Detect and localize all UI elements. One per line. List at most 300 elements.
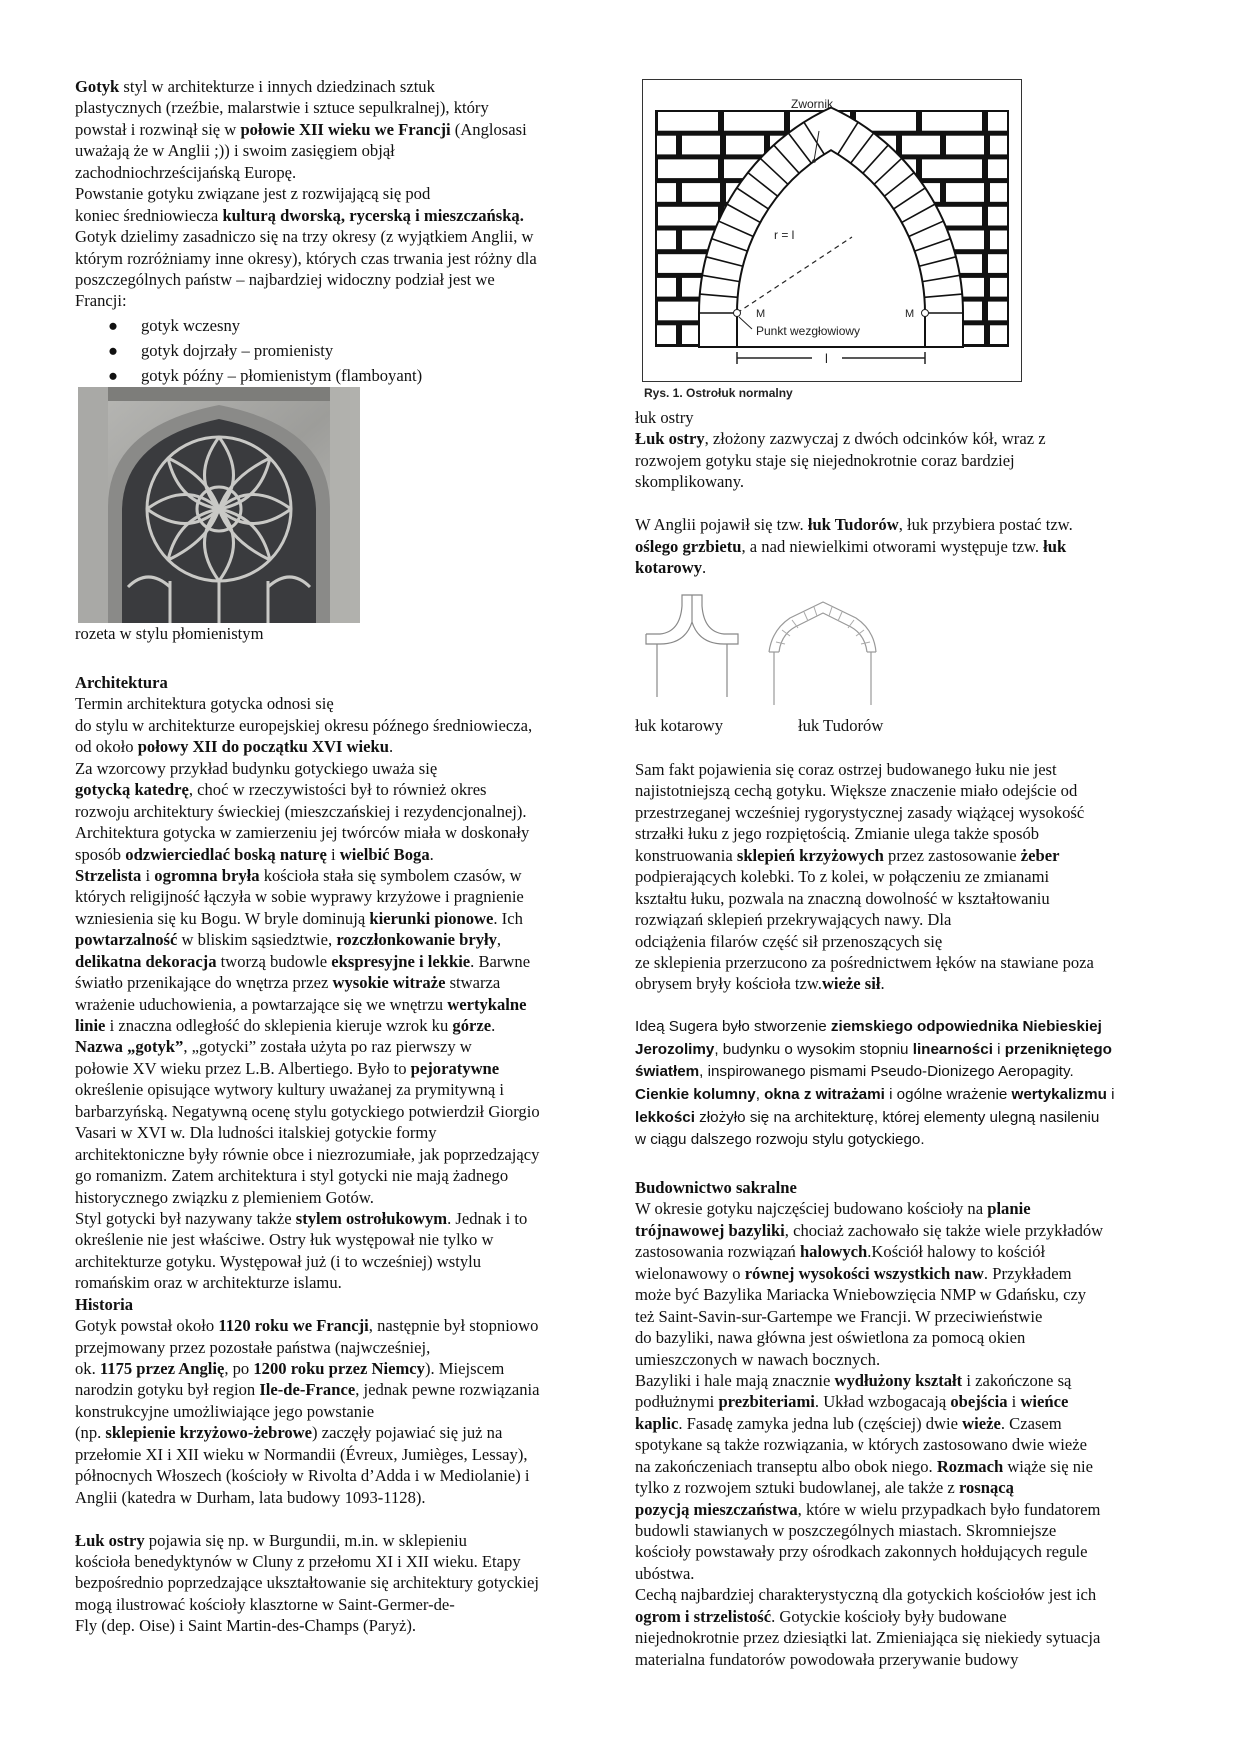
text: historycznego związku z plemieniem Gotów. xyxy=(75,1187,374,1207)
text: . Czasem xyxy=(1000,1413,1062,1433)
bold-text: przenikniętego xyxy=(1004,1040,1112,1058)
text: i xyxy=(1106,1086,1115,1104)
bold-text: łuk xyxy=(1043,536,1067,556)
bold-text: równej wysokości wszystkich naw xyxy=(744,1263,984,1283)
bold-text: powtarzalność xyxy=(75,930,178,950)
text: Fly (dep. Oise) i Saint Martin-des-Champs (Paryż). xyxy=(75,1616,417,1636)
bold-text: ogrom i strzelistość xyxy=(635,1606,772,1626)
text: i xyxy=(992,1040,1005,1058)
text-line xyxy=(75,1058,540,1079)
text-line xyxy=(75,140,537,161)
text: też Saint-Savin-sur-Gartempe we Francji. W przeciwieństwie xyxy=(635,1306,1043,1326)
text: , łuk przybiera postać tzw. xyxy=(898,515,1073,535)
text: podłużnymi xyxy=(635,1392,719,1412)
text-line xyxy=(635,1107,1114,1130)
text-line xyxy=(635,1563,1103,1584)
text: . xyxy=(429,844,434,864)
bold-text: Nazwa „gotyk” xyxy=(75,1037,184,1057)
bold-text: prezbiteriami xyxy=(718,1392,815,1412)
text: ) zaczęły pojawiać się już na xyxy=(312,1423,503,1443)
text: i ogólne wrażenie xyxy=(884,1086,1012,1104)
text: konstrukcyjne umożliwiające jego powstanie xyxy=(75,1401,375,1421)
text: najistotniejszą cechą gotyku. Większe znaczenie miało odejście od xyxy=(635,781,1078,801)
bold-text: okna z witrażami xyxy=(764,1086,885,1104)
text: określenie opisujące wytwory kultury uważanej za prymitywną i xyxy=(75,1080,504,1100)
text: (Anglosasi xyxy=(450,119,527,139)
text-line xyxy=(75,908,540,929)
text: których religijność łączyła w sobie wyprawy krzyżowe i pragnienie xyxy=(75,887,524,907)
text-line xyxy=(635,1391,1103,1412)
text-line xyxy=(75,97,537,118)
bold-text: kaplic xyxy=(635,1413,679,1433)
text-line xyxy=(635,1084,1114,1107)
springing-point-label: Punkt wezgłowiowy xyxy=(756,324,861,338)
text: koniec średniowiecza xyxy=(75,205,223,225)
text: niejednokrotnie przez dziesiątki lat. Zmieniająca się niekiedy sytuacja xyxy=(635,1628,1101,1648)
bold-text: Gotyk xyxy=(75,77,120,96)
text-line xyxy=(635,1520,1103,1541)
text-line xyxy=(75,758,540,779)
text: którym rozróżniamy inne okresy), których czas trwania jest różny dla xyxy=(75,248,537,268)
text-line xyxy=(75,929,540,950)
text-line xyxy=(75,183,537,204)
text: Architektura gotycka w zamierzeniu jej twórców miała w doskonały xyxy=(75,823,530,843)
suger-paragraph xyxy=(635,1016,1114,1152)
bold-text: odzwierciedlać boską naturę xyxy=(125,844,327,864)
text-line xyxy=(635,1413,1103,1434)
text: , „gotycki” została użyta po raz pierwszy w xyxy=(183,1037,472,1057)
bold-text: lekkości xyxy=(635,1108,695,1126)
text-line xyxy=(75,994,540,1015)
text-line xyxy=(635,1306,1103,1327)
text: romańskim oraz w architekturze islamu. xyxy=(75,1273,342,1293)
text: ). Miejscem xyxy=(424,1359,505,1378)
text-line xyxy=(635,1541,1103,1562)
text: kształtu łuku, pozwala na znaczną dowolność w kształtowaniu xyxy=(635,888,1050,908)
text: , xyxy=(755,1086,765,1104)
bullet-icon: ● xyxy=(108,341,119,360)
bold-text: żeber xyxy=(1020,845,1060,865)
text: na zakończeniach transeptu albo obok niego. xyxy=(635,1456,937,1476)
text-line xyxy=(75,822,540,843)
text: Powstanie gotyku związane jest z rozwijającą się pod xyxy=(75,184,431,204)
bold-text: oślego grzbietu xyxy=(635,536,742,556)
springing-label-right: M xyxy=(905,308,915,320)
text-line xyxy=(75,886,540,907)
text-line xyxy=(75,1379,540,1400)
text-line xyxy=(75,693,540,714)
bold-text: ziemskiego odpowiednika Niebieskiej xyxy=(830,1018,1102,1035)
bold-text: Łuk ostry xyxy=(75,1530,145,1550)
text-line xyxy=(75,226,537,247)
text-line xyxy=(75,715,540,736)
text-line xyxy=(635,471,1073,492)
text-line xyxy=(75,205,537,226)
sacral-architecture-text xyxy=(635,1177,1103,1670)
text: i xyxy=(326,844,340,864)
text: światło przenikające do wnętrza przez xyxy=(75,973,333,993)
text-line xyxy=(75,1208,540,1229)
text: od około xyxy=(75,737,138,757)
text: Sam fakt pojawienia się coraz ostrzej budowanego łuku nie jest xyxy=(635,760,1057,779)
text: uważają że w Anglii ;)) i swoim zasięgiem objął xyxy=(75,141,395,161)
bold-text: 1120 roku we Francji xyxy=(218,1316,369,1336)
text-line xyxy=(75,1358,540,1379)
text: , chociaż zachowało się także wiele przykładów xyxy=(784,1220,1104,1240)
text-line xyxy=(75,1229,540,1250)
text: kościoły powstawały przy ośrodkach zakonnych hołdujących regule xyxy=(635,1542,1088,1562)
tudor-arch-drawing xyxy=(766,600,880,706)
text: poszczególnych państw – najbardziej widoczny podział jest we xyxy=(75,269,495,289)
text: mogą ilustrować kościoły klasztorne w Saint-Germer-de- xyxy=(75,1594,455,1614)
text: tylko z rozwojem sztuki budowlanej, ale także z xyxy=(635,1478,959,1498)
text: , złożony zazwyczaj z dwóch odcinków kół, wraz z xyxy=(704,429,1046,449)
text: odciążenia filarów część sił przenoszących się xyxy=(635,931,943,951)
bold-text: Jerozolimy xyxy=(635,1040,715,1058)
text-line xyxy=(75,248,537,269)
text: . Barwne xyxy=(470,951,531,971)
text-line xyxy=(75,1615,540,1636)
text: . Ich xyxy=(493,908,523,928)
text: Styl gotycki był nazywany także xyxy=(75,1208,296,1228)
text: pojawia się np. w Burgundii, m.in. w sklepieniu xyxy=(144,1530,467,1550)
text: przez zastosowanie xyxy=(883,845,1021,865)
text-line xyxy=(635,780,1094,801)
bold-text: wieże sił xyxy=(821,974,881,994)
text: i zakończone są xyxy=(962,1370,1072,1390)
text: północnych Włoszech (kościoły w Rivolta d’Adda i w Mediolanie) i xyxy=(75,1466,530,1486)
bold-text: pozycją mieszczaństwa xyxy=(635,1499,798,1519)
text-line xyxy=(75,1572,540,1593)
text: , które w wielu przypadkach było fundatorem xyxy=(797,1499,1101,1519)
text-line xyxy=(635,1177,1103,1198)
text-line xyxy=(75,1187,540,1208)
text: , następnie był stopniowo xyxy=(368,1316,539,1336)
text: . xyxy=(880,974,885,994)
text-line xyxy=(75,1422,540,1443)
text-line xyxy=(75,1530,540,1551)
text: konstruowania xyxy=(635,845,737,865)
text-line xyxy=(75,1401,540,1422)
span-label: l xyxy=(825,351,828,366)
text-line xyxy=(635,845,1094,866)
text-line xyxy=(75,1036,540,1057)
text: sposób xyxy=(75,844,126,864)
text-line xyxy=(75,1315,540,1336)
list-item-text: gotyk późny – płomienistym (flamboyant) xyxy=(141,366,423,385)
text: może być Bazylika Mariacka Wniebowzięcia NMP w Gdańsku, czy xyxy=(635,1285,1087,1305)
bold-text: wielbić Boga xyxy=(339,844,430,864)
bold-text: kotarowy xyxy=(635,558,702,578)
text: , choć w rzeczywistości był to również okres xyxy=(188,780,487,800)
text: zastosowania rozwiązań xyxy=(635,1242,800,1262)
text: kościoła benedyktynów w Cluny z przełomu XI i XII wieku. Etapy xyxy=(75,1551,521,1571)
text: .Kościół halowy to kościół xyxy=(867,1242,1046,1262)
text-line xyxy=(75,736,540,757)
text: . xyxy=(388,737,394,757)
text: , xyxy=(496,930,502,950)
text: umieszczonych w nawach bocznych. xyxy=(635,1349,881,1369)
text: Gotyk dzielimy zasadniczo się na trzy okresy (z wyjątkiem Anglii, w xyxy=(75,227,534,247)
text: wiąże się nie xyxy=(1003,1456,1094,1476)
text: budowli stawianych w poszczególnych miastach. Skromniejsze xyxy=(635,1521,1057,1540)
figure-caption: Rys. 1. Ostrołuk normalny xyxy=(644,386,793,400)
text: łuk ostry xyxy=(635,408,694,427)
text-line xyxy=(75,1508,540,1529)
text: przestrzeganej wcześniej rygorystycznej zasady wiążącej wysokość xyxy=(635,802,1085,822)
text: podpierających kolebki. To z kolei, w połączeniu ze zmianami xyxy=(635,867,1050,887)
text: spotykane są także rozwiązania, w których zastosowano dwie wieże xyxy=(635,1435,1088,1455)
text-line xyxy=(75,801,540,822)
text: stwarza xyxy=(445,973,501,993)
text-line xyxy=(635,888,1094,909)
text: i xyxy=(141,865,155,885)
text: . Jednak i to xyxy=(447,1208,528,1228)
bold-text: linie xyxy=(75,1016,106,1035)
bold-text: gotycką katedrę xyxy=(75,780,189,800)
text: . xyxy=(491,1016,496,1035)
text: , a nad niewielkimi otworami występuje tzw. xyxy=(741,536,1044,556)
text-line xyxy=(635,1220,1103,1241)
rose-window-photo xyxy=(78,387,360,623)
bold-text: planie xyxy=(987,1199,1031,1219)
bold-text: kierunki pionowe xyxy=(369,908,494,928)
bold-text: Ile-de-France xyxy=(259,1380,356,1400)
text-line xyxy=(75,1079,540,1100)
text: kościoła stała się symbolem czasów, w xyxy=(259,865,522,885)
bold-text: Cienkie kolumny xyxy=(635,1086,756,1104)
text-line xyxy=(75,779,540,800)
text: rozwiązań sklepień przekrywających nawy. Dla xyxy=(635,910,952,930)
bold-text: Łuk ostry xyxy=(635,429,705,449)
bold-text: linearności xyxy=(912,1040,993,1058)
text-line xyxy=(635,1241,1103,1262)
intro-paragraph xyxy=(75,76,537,312)
bold-text: sklepienie krzyżowo-żebrowe xyxy=(105,1423,313,1443)
text: go romanizm. Zatem architektura i styl gotycki nie mają żadnego xyxy=(75,1166,509,1186)
text: . Fasadę zamyka jedna lub (częściej) dwie xyxy=(678,1413,963,1433)
text-line xyxy=(635,973,1094,994)
text: przejmowany przez pozostałe państwa (najwcześniej, xyxy=(75,1337,431,1357)
bold-text: delikatna dekoracja xyxy=(75,951,217,971)
text-line xyxy=(635,1370,1103,1391)
bold-text: 1200 roku przez Niemcy xyxy=(253,1359,425,1378)
bullet-icon: ● xyxy=(108,316,119,335)
text: Za wzorcowy przykład budynku gotyckiego uważa się xyxy=(75,758,438,778)
bold-text: górze xyxy=(452,1016,492,1035)
text-line xyxy=(635,1349,1103,1370)
bold-text: ogromna bryła xyxy=(154,865,260,885)
text-line xyxy=(75,1551,540,1572)
text: tworzą budowle xyxy=(216,951,332,971)
bold-text: kulturą dworską, rycerską i mieszczańską. xyxy=(222,205,524,225)
text: przełomie XI i XII wieku w Normandii (Évreux, Jumièges, Lessay), xyxy=(75,1444,528,1464)
bold-text: trójnawowej bazyliki xyxy=(635,1220,785,1240)
text: w bliskim sąsiedztwie, xyxy=(177,930,337,950)
text: , inspirowanego pismami Pseudo-Dionizego Aeropagity. xyxy=(699,1063,1074,1081)
text: W Anglii pojawił się tzw. xyxy=(635,515,808,535)
text: wielonawowy o xyxy=(635,1263,745,1283)
text-line xyxy=(75,1487,540,1508)
bold-text: wertykalizmu xyxy=(1011,1086,1107,1104)
text-line xyxy=(635,931,1094,952)
text-line xyxy=(635,1434,1103,1455)
text: strzałki łuku z jego rozpiętością. Zmianie ulega także sposób xyxy=(635,824,1040,844)
pointed-arch-text xyxy=(635,407,1073,579)
springing-label-left: M xyxy=(756,308,766,320)
text-line xyxy=(635,1499,1103,1520)
text-line xyxy=(75,1122,540,1143)
bold-text: pejoratywne xyxy=(410,1058,500,1078)
text-line xyxy=(635,759,1094,780)
architecture-history-text xyxy=(75,672,540,1637)
bold-text: sklepień krzyżowych xyxy=(736,845,884,865)
text: ubóstwa. xyxy=(635,1563,695,1583)
bold-text: wydłużony kształt xyxy=(834,1370,963,1390)
text-line xyxy=(635,1584,1103,1605)
text: W okresie gotyku najczęściej budowano kościoły na xyxy=(635,1199,988,1219)
text: . Przykładem xyxy=(983,1263,1072,1283)
bold-text: ekspresyjne i lekkie xyxy=(331,951,471,971)
pointed-arch-diagram xyxy=(642,79,1022,382)
text-line xyxy=(635,1649,1103,1670)
text-line xyxy=(635,866,1094,887)
text-line xyxy=(635,1477,1103,1498)
text: architekturze gotyku. Występował już (i to wcześniej) wstylu xyxy=(75,1251,482,1271)
bold-text: łuk Tudorów xyxy=(807,515,899,535)
text-line xyxy=(75,1294,540,1315)
bold-text: rosnącą xyxy=(958,1478,1014,1498)
text-line xyxy=(635,1263,1103,1284)
text: połowie XV wieku przez L.B. Albertiego. Było to xyxy=(75,1058,411,1078)
text: wrażenie uduchowienia, a powtarzające się we wnętrzu xyxy=(75,994,448,1014)
text-line xyxy=(75,1337,540,1358)
text-line xyxy=(75,1465,540,1486)
text-line xyxy=(635,1627,1103,1648)
text: materialna fundatorów powodowała przerywanie budowy xyxy=(635,1649,1019,1669)
text-line xyxy=(75,1101,540,1122)
ogee-arch-drawing xyxy=(645,594,740,698)
radius-label: r = l xyxy=(774,228,795,242)
text-line xyxy=(75,119,537,140)
text: (np. xyxy=(75,1423,106,1443)
text: styl w architekturze i innych dziedzinach sztuk xyxy=(119,77,435,96)
text: określenie nie jest właściwe. Ostry łuk występował nie tylko w xyxy=(75,1230,494,1250)
text: plastycznych (rzeźbie, malarstwie i sztuce sepulkralnej), który xyxy=(75,98,489,118)
text: architektoniczne były równie obce i niezrozumiałe, jak poprzedzający xyxy=(75,1144,540,1164)
text-line xyxy=(635,514,1073,535)
text-line xyxy=(635,1284,1103,1305)
bold-text: Strzelista xyxy=(75,865,142,885)
text: Termin architektura gotycka odnosi się xyxy=(75,694,334,714)
text: bezpośrednio poprzedzające ukształtowanie się architektury gotyckiej xyxy=(75,1573,539,1593)
text: . xyxy=(702,558,707,578)
text-line xyxy=(75,972,540,993)
text-line xyxy=(75,1015,540,1036)
text-line xyxy=(635,493,1073,514)
text-line xyxy=(635,1129,1114,1152)
text-line xyxy=(75,844,540,865)
text: Cechą najbardziej charakterystyczną dla gotyckich kościołów jest ich xyxy=(635,1585,1097,1605)
text-line xyxy=(75,1594,540,1615)
tudor-arch-label: łuk Tudorów xyxy=(798,716,884,735)
bold-text: Historia xyxy=(75,1294,134,1314)
text-line xyxy=(635,1456,1103,1477)
bold-text: obejścia xyxy=(950,1392,1008,1412)
vault-paragraph xyxy=(635,759,1094,995)
text: złożyło się na architekturę, której elementy ulegną nasileniu xyxy=(694,1108,1100,1126)
text: Bazyliki i hale mają znacznie xyxy=(635,1370,835,1390)
text-line xyxy=(635,823,1094,844)
list-item-text: gotyk wczesny xyxy=(141,316,241,335)
text-line xyxy=(635,909,1094,930)
text: . Układ wzbogacają xyxy=(814,1392,951,1412)
text: Ideą Sugera było stworzenie xyxy=(635,1018,831,1035)
bold-text: Rozmach xyxy=(936,1456,1004,1476)
text-line xyxy=(75,162,537,183)
bold-text: wertykalne xyxy=(447,994,527,1014)
text-line xyxy=(635,450,1073,471)
text-line xyxy=(75,865,540,886)
text-line xyxy=(635,1198,1103,1219)
text: i xyxy=(1007,1392,1021,1412)
bold-text: Architektura xyxy=(75,673,168,692)
bold-text: 1175 przez Anglię xyxy=(99,1359,225,1378)
bold-text: halowych xyxy=(799,1242,868,1262)
photo-caption: rozeta w stylu płomienistym xyxy=(75,624,264,643)
text: i znaczna odległość do sklepienia kieruje wzrok ku xyxy=(105,1016,453,1035)
text-line xyxy=(635,952,1094,973)
bold-text: światłem xyxy=(635,1063,700,1081)
text-line xyxy=(75,1251,540,1272)
text: barbarzyńską. Negatywną ocenę stylu gotyckiego potwierdził Giorgio xyxy=(75,1101,540,1121)
bold-text: wieże xyxy=(962,1413,1001,1433)
bold-text: wysokie witraże xyxy=(332,973,446,993)
text: do stylu w architekturze europejskiej okresu późnego średniowiecza, xyxy=(75,715,533,735)
text: Francji: xyxy=(75,291,127,311)
text: skomplikowany. xyxy=(635,472,745,492)
text-line xyxy=(635,407,1073,428)
text-line xyxy=(635,1061,1114,1084)
text-line xyxy=(635,557,1073,578)
text-line xyxy=(635,1016,1114,1039)
text-line xyxy=(75,672,540,693)
text: . Gotyckie kościoły były budowane xyxy=(771,1606,1007,1626)
list-item-text: gotyk dojrzały – promienisty xyxy=(141,341,334,360)
keystone-label: Zwornik xyxy=(791,97,834,111)
text: wzniesienia się ku Bogu. W bryle dominują xyxy=(75,908,370,928)
text-line xyxy=(75,951,540,972)
text: ok. xyxy=(75,1359,100,1378)
text-line xyxy=(75,1165,540,1186)
text-line xyxy=(635,536,1073,557)
text-line xyxy=(75,1444,540,1465)
text-line xyxy=(75,1272,540,1293)
text: rozwojem gotyku staje się niejednokrotnie coraz bardziej xyxy=(635,450,1015,470)
bold-text: połowy XII do początku XVI wieku xyxy=(137,737,389,757)
text: zachodniochrześcijańską Europę. xyxy=(75,162,297,182)
text: Gotyk powstał około xyxy=(75,1316,219,1336)
text-line xyxy=(635,428,1073,449)
bold-text: wieńce xyxy=(1020,1392,1069,1412)
text: , po xyxy=(224,1359,254,1378)
text-line xyxy=(75,269,537,290)
bold-text: Budownictwo sakralne xyxy=(635,1178,797,1197)
text-line xyxy=(635,1606,1103,1627)
text: obrysem bryły kościoła tzw. xyxy=(635,974,822,994)
text: Vasari w XVI w. Dla ludności italskiej gotyckie formy xyxy=(75,1123,437,1143)
bold-text: stylem ostrołukowym xyxy=(295,1208,448,1228)
